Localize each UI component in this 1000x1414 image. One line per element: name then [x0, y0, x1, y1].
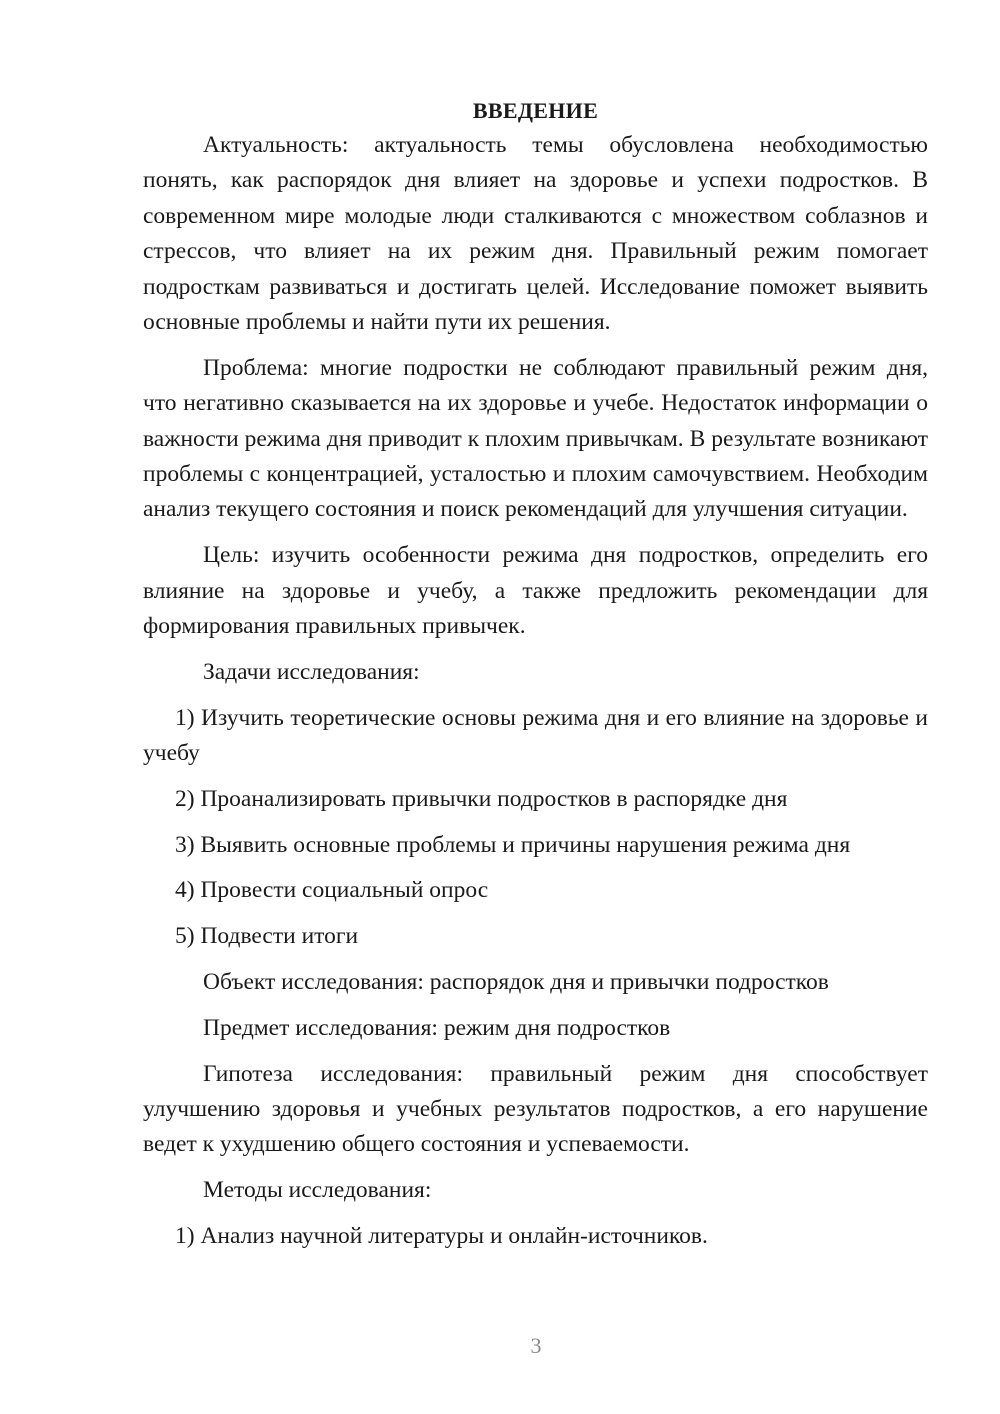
task-item-1: 1) Изучить теоретические основы режима дня и его влияние на здоровье и учебу: [143, 704, 928, 767]
document-title: ВВЕДЕНИЕ: [472, 98, 599, 123]
research-hypothesis: Гипотеза исследования: правильный режим дня способствует улучшению здоровья и учебных результатов подростков, а его нарушение ведет к ухудшению общего состояния и успеваемости.: [143, 1060, 928, 1158]
method-item-1: 1) Анализ научной литературы и онлайн-источников.: [175, 1223, 708, 1250]
relevance-paragraph: Актуальность: актуальность темы обусловлена необходимостью понять, как распорядок дня влияет на здоровье и успехи подростков. В современном мире молодые люди сталкиваются с множеством соблазнов и стрессов, что влияет на их режим дня. Правильный режим помогает подросткам развиваться и достигать целей. Исследование поможет выявить основные проблемы и найти пути их решения.: [143, 132, 928, 336]
document-page: [143, 96, 928, 1265]
task-item-2: 2) Проанализировать привычки подростков в распорядке дня: [175, 785, 788, 812]
task-item-5: 5) Подвести итоги: [175, 923, 359, 950]
goal-paragraph: Цель: изучить особенности режима дня подростков, определить его влияние на здоровье и учебу, а также предложить рекомендации для формирования правильных привычек.: [143, 542, 928, 640]
page-number: 3: [530, 1333, 542, 1358]
task-item-4: 4) Провести социальный опрос: [175, 877, 489, 904]
task-item-3: 3) Выявить основные проблемы и причины нарушения режима дня: [175, 831, 851, 858]
problem-paragraph: Проблема: многие подростки не соблюдают правильный режим дня, что негативно сказывается на их здоровье и учебе. Недостаток информации о важности режима дня приводит к плохим привычкам. В результате возникают проблемы с концентрацией, усталостью и плохим самочувствием. Необходим анализ текущего состояния и поиск рекомендаций для улучшения ситуации.: [143, 354, 928, 523]
tasks-heading: Задачи исследования:: [203, 658, 420, 685]
methods-heading: Методы исследования:: [203, 1177, 432, 1204]
research-subject: Предмет исследования: режим дня подростков: [203, 1014, 671, 1041]
research-object: Объект исследования: распорядок дня и привычки подростков: [203, 969, 829, 996]
